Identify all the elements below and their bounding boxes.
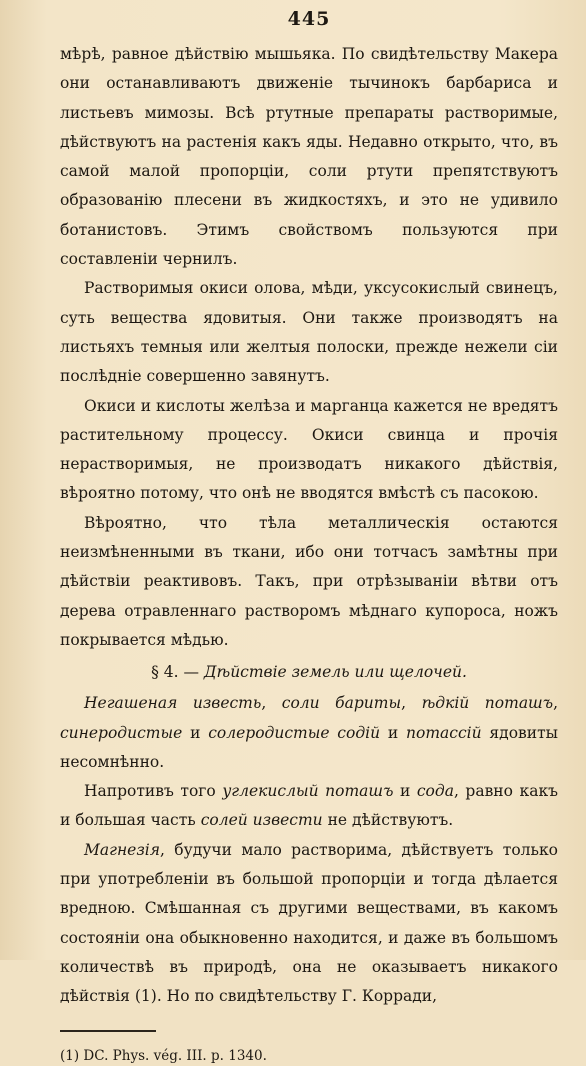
text-run: и	[380, 723, 407, 742]
text-run: Напротивъ того	[84, 782, 223, 801]
paragraph-2: Растворимыя окиси олова, мѣди, уксусокислый свинецъ, суть вещества ядовитыя. Они также производятъ на листьяхъ темныя или желтыя полоски, прежде нежели сіи послѣдніе совершенно завянутъ.	[60, 279, 558, 386]
paragraph-6	[60, 777, 558, 836]
term-caustic-potash: ѣдкій поташъ	[421, 694, 554, 713]
term-barium-salts: соли бариты	[281, 694, 402, 713]
paragraph-1: мѣрѣ, равное дѣйствію мышьяка. По свидѣтельству Макера они останавливаютъ движеніе тычинокъ барбариса и листьевъ мимозы. Всѣ ртутные препараты растворимые, дѣйствуютъ на растенія какъ яды. Недавно открыто, что, въ самой малой пропорціи, соли ртути препятствуютъ образованію плесени въ жидкостяхъ, и это не удивило ботанистовъ. Этимъ свойствомъ пользуются при составленіи чернилъ.	[60, 45, 558, 269]
term-soda: сода	[416, 782, 454, 801]
term-cyanides: синеродистые	[60, 723, 183, 742]
term-potassium-carbonate: углекислый поташъ	[222, 782, 394, 801]
text-run: ,	[261, 694, 282, 713]
footnote-divider	[60, 1030, 156, 1032]
section-heading	[60, 657, 558, 687]
footnote: (1) DC. Phys. vég. III. p. 1340.	[60, 1047, 267, 1064]
term-potassium: потассій	[406, 723, 482, 742]
term-magnesia: Магнезія	[84, 840, 161, 859]
paragraph-5	[60, 689, 558, 777]
term-sodium-chlorides: солеродистые содій	[208, 723, 381, 742]
text-run: ,	[553, 694, 559, 713]
section-title: Дѣйствіе земель или щелочей.	[203, 663, 467, 682]
text-run: не дѣйствуютъ.	[322, 811, 454, 830]
paragraph-7	[60, 836, 558, 1012]
term-quicklime: Негашеная известь	[84, 694, 262, 713]
term-lime-salts: солей извести	[200, 811, 323, 830]
text-run: , будучи мало растворима, дѣйствуетъ только при употребленіи въ большой пропорціи и тогда дѣлается вредною. Смѣшанная съ другими веществами, въ какомъ состояніи она обыкновенно находится, и даже въ большомъ количествѣ въ природѣ, она не оказываетъ никакого дѣйствія (1). Но по свидѣтельству Г. Корради,	[60, 840, 558, 1006]
text-run: ,	[401, 694, 422, 713]
text-run: и	[393, 782, 417, 801]
section-number: § 4. —	[151, 663, 199, 682]
paragraph-3: Окиси и кислоты желѣза и марганца кажется не вредятъ растительному процессу. Окиси свинца и прочія нерастворимыя, не производатъ никакого дѣйствія, вѣроятно потому, что онѣ не вводятся вмѣстѣ съ пасокою.	[60, 396, 558, 503]
text-run: , равно какъ и большая часть	[60, 782, 559, 830]
text-run: ядовиты несомнѣнно.	[60, 723, 558, 771]
page-number: 445	[287, 8, 331, 30]
text-run: и	[182, 723, 209, 742]
paragraph-4: Вѣроятно, что тѣла металлическія остаются неизмѣненными въ ткани, ибо они тотчасъ замѣтны при дѣйствіи реактивовъ. Такъ, при отрѣзываніи вѣтви отъ дерева отравленнаго растворомъ мѣднаго купороса, ножъ покрывается мѣдью.	[60, 513, 558, 649]
